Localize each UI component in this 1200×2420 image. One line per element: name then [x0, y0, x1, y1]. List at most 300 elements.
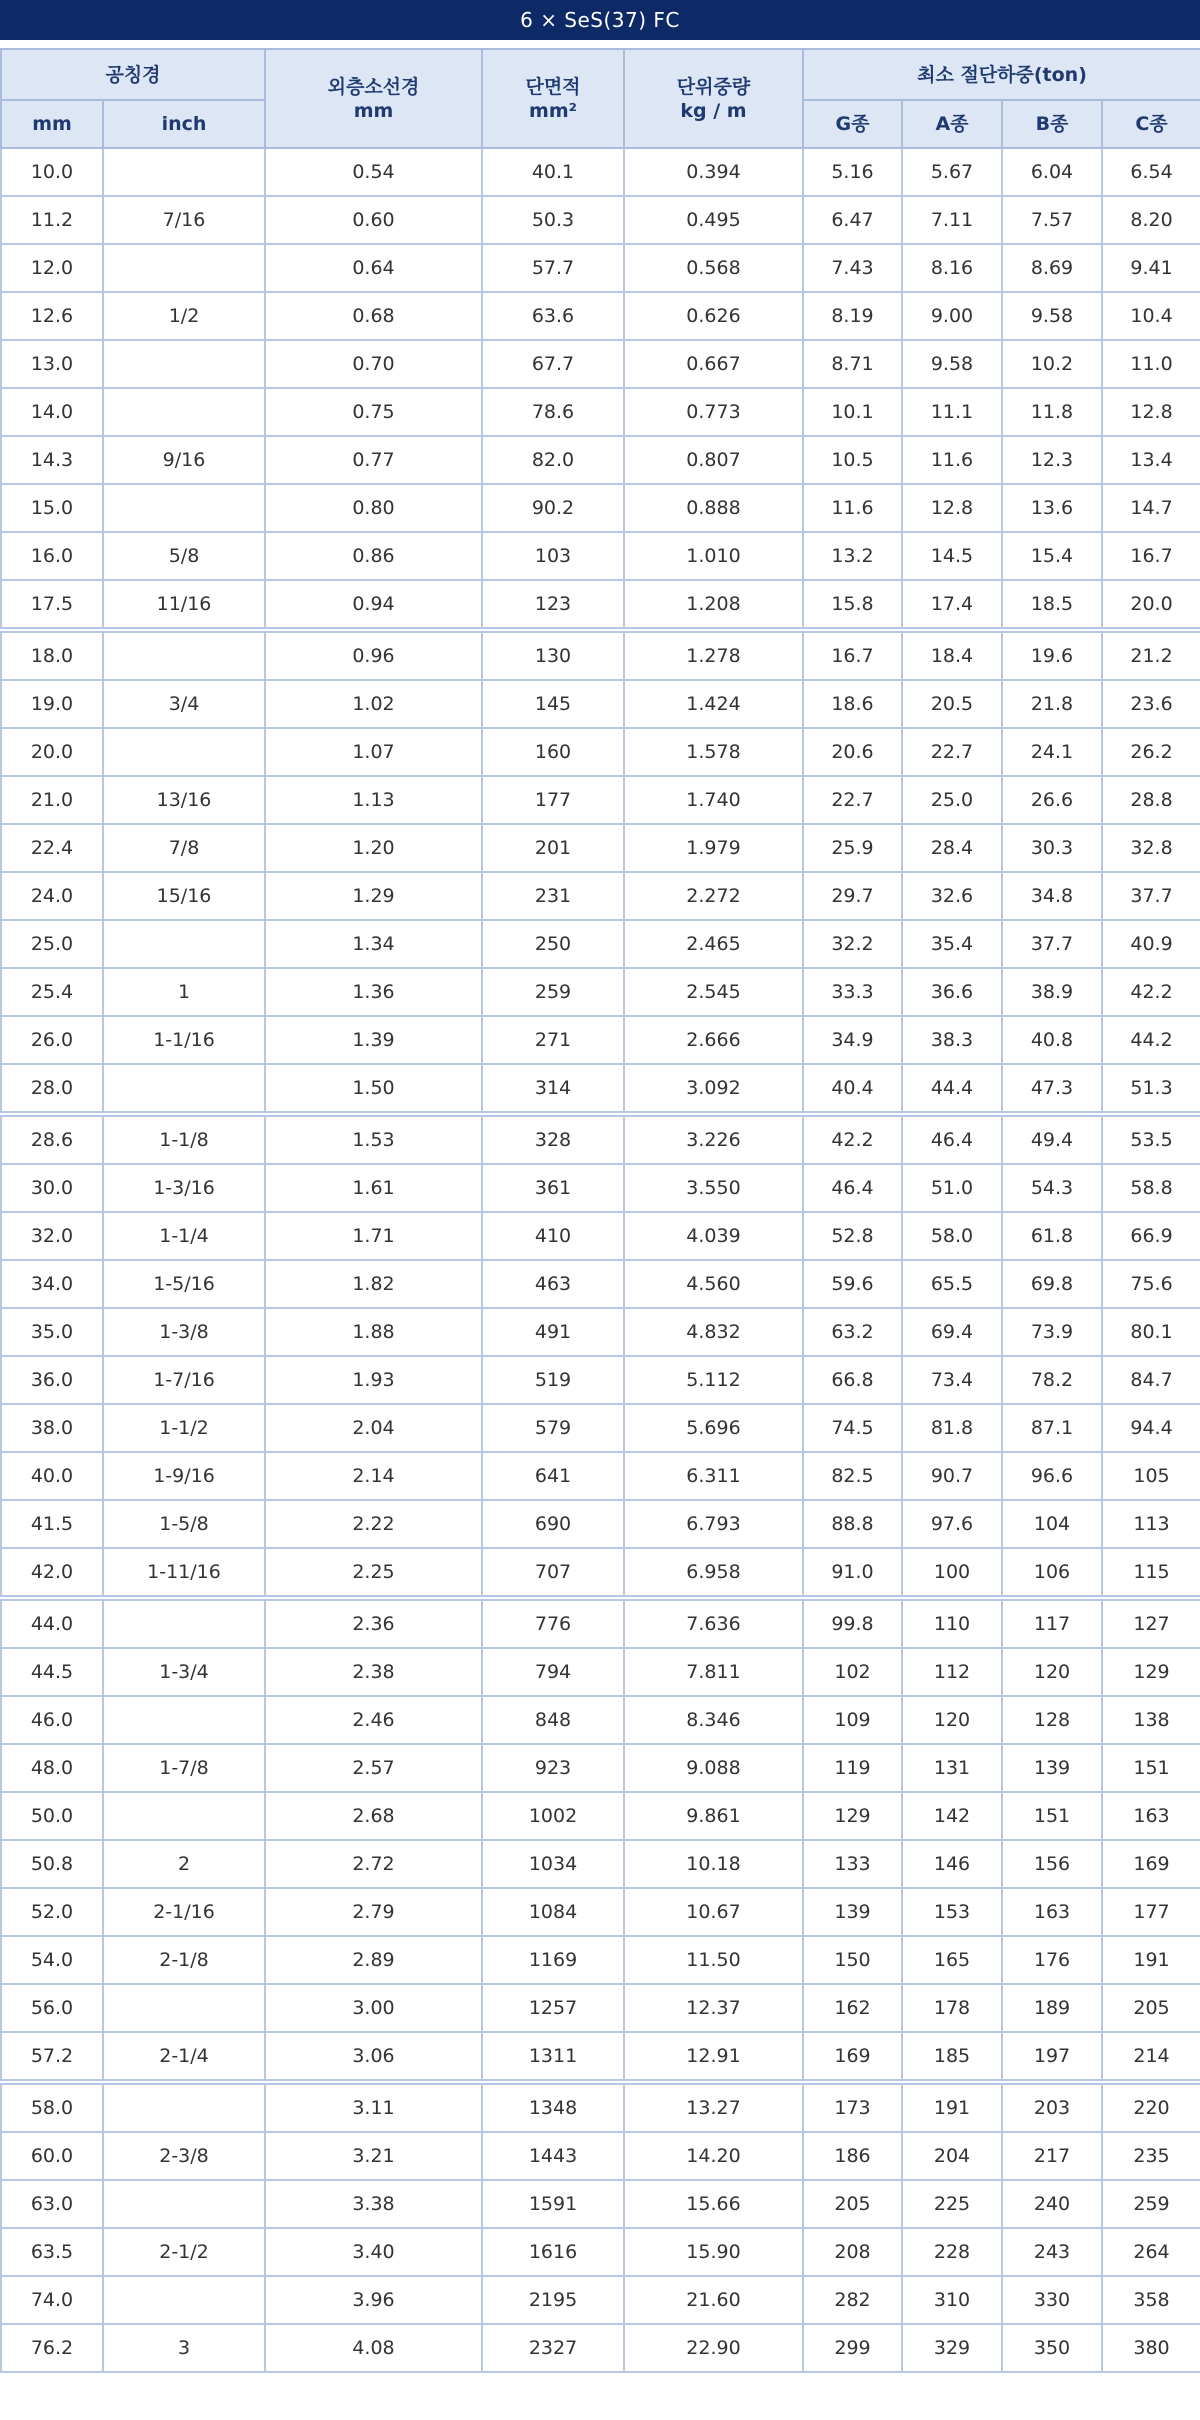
cell-area: 579	[482, 1404, 624, 1452]
cell-grade-b: 10.2	[1002, 340, 1102, 388]
cell-grade-g: 15.8	[803, 580, 902, 630]
cell-grade-b: 6.04	[1002, 148, 1102, 196]
cell-grade-c: 42.2	[1102, 968, 1200, 1016]
cell-mm: 15.0	[1, 484, 103, 532]
header-cross-section	[482, 49, 624, 148]
cell-grade-g: 119	[803, 1744, 902, 1792]
cell-inch: 1-3/16	[103, 1164, 265, 1212]
table-row	[1, 1164, 1200, 1212]
cell-weight: 1.278	[624, 630, 803, 680]
cell-weight: 0.495	[624, 196, 803, 244]
cell-grade-b: 243	[1002, 2228, 1102, 2276]
cell-grade-a: 28.4	[902, 824, 1002, 872]
cell-weight: 12.37	[624, 1984, 803, 2032]
header-area-label: 단면적	[525, 75, 581, 98]
cell-grade-a: 35.4	[902, 920, 1002, 968]
cell-outer-wire: 2.38	[265, 1648, 482, 1696]
cell-weight: 8.346	[624, 1696, 803, 1744]
cell-grade-b: 117	[1002, 1598, 1102, 1648]
cell-grade-c: 53.5	[1102, 1114, 1200, 1164]
cell-area: 160	[482, 728, 624, 776]
cell-grade-b: 120	[1002, 1648, 1102, 1696]
table-row	[1, 1356, 1200, 1404]
cell-mm: 50.8	[1, 1840, 103, 1888]
cell-outer-wire: 1.71	[265, 1212, 482, 1260]
cell-grade-b: 240	[1002, 2180, 1102, 2228]
cell-grade-a: 165	[902, 1936, 1002, 1984]
cell-area: 231	[482, 872, 624, 920]
cell-inch: 1-7/8	[103, 1744, 265, 1792]
cell-grade-b: 156	[1002, 1840, 1102, 1888]
cell-grade-g: 11.6	[803, 484, 902, 532]
cell-grade-c: 264	[1102, 2228, 1200, 2276]
table-row	[1, 1792, 1200, 1840]
cell-grade-c: 44.2	[1102, 1016, 1200, 1064]
cell-grade-a: 191	[902, 2082, 1002, 2132]
cell-grade-c: 138	[1102, 1696, 1200, 1744]
table-row	[1, 1308, 1200, 1356]
cell-grade-b: 203	[1002, 2082, 1102, 2132]
cell-grade-b: 176	[1002, 1936, 1102, 1984]
cell-grade-g: 10.5	[803, 436, 902, 484]
cell-grade-a: 228	[902, 2228, 1002, 2276]
cell-grade-c: 115	[1102, 1548, 1200, 1598]
cell-grade-c: 259	[1102, 2180, 1200, 2228]
cell-mm: 48.0	[1, 1744, 103, 1792]
cell-grade-a: 120	[902, 1696, 1002, 1744]
cell-weight: 1.010	[624, 532, 803, 580]
cell-area: 491	[482, 1308, 624, 1356]
table-row	[1, 1404, 1200, 1452]
cell-weight: 1.740	[624, 776, 803, 824]
cell-grade-c: 28.8	[1102, 776, 1200, 824]
cell-mm: 54.0	[1, 1936, 103, 1984]
header-grade-c: C종	[1102, 100, 1200, 148]
cell-area: 145	[482, 680, 624, 728]
cell-inch	[103, 388, 265, 436]
cell-weight: 21.60	[624, 2276, 803, 2324]
cell-mm: 14.0	[1, 388, 103, 436]
cell-inch	[103, 630, 265, 680]
cell-grade-a: 329	[902, 2324, 1002, 2372]
cell-mm: 57.2	[1, 2032, 103, 2082]
cell-grade-a: 25.0	[902, 776, 1002, 824]
table-row	[1, 1114, 1200, 1164]
table-row	[1, 1840, 1200, 1888]
cell-grade-g: 102	[803, 1648, 902, 1696]
cell-weight: 6.793	[624, 1500, 803, 1548]
cell-grade-c: 32.8	[1102, 824, 1200, 872]
cell-grade-g: 150	[803, 1936, 902, 1984]
cell-grade-a: 225	[902, 2180, 1002, 2228]
cell-area: 1002	[482, 1792, 624, 1840]
cell-grade-a: 58.0	[902, 1212, 1002, 1260]
cell-area: 123	[482, 580, 624, 630]
cell-inch	[103, 1064, 265, 1114]
cell-mm: 18.0	[1, 630, 103, 680]
cell-grade-g: 20.6	[803, 728, 902, 776]
cell-grade-g: 52.8	[803, 1212, 902, 1260]
cell-grade-b: 69.8	[1002, 1260, 1102, 1308]
cell-grade-a: 146	[902, 1840, 1002, 1888]
cell-mm: 14.3	[1, 436, 103, 484]
table-row	[1, 680, 1200, 728]
cell-grade-c: 358	[1102, 2276, 1200, 2324]
cell-grade-c: 169	[1102, 1840, 1200, 1888]
cell-grade-a: 73.4	[902, 1356, 1002, 1404]
cell-grade-b: 40.8	[1002, 1016, 1102, 1064]
cell-inch: 1-1/2	[103, 1404, 265, 1452]
cell-mm: 17.5	[1, 580, 103, 630]
cell-grade-g: 109	[803, 1696, 902, 1744]
cell-outer-wire: 3.11	[265, 2082, 482, 2132]
table-row	[1, 1064, 1200, 1114]
cell-mm: 58.0	[1, 2082, 103, 2132]
table-row	[1, 1548, 1200, 1598]
cell-grade-g: 29.7	[803, 872, 902, 920]
cell-inch	[103, 340, 265, 388]
cell-grade-c: 151	[1102, 1744, 1200, 1792]
cell-area: 1616	[482, 2228, 624, 2276]
cell-weight: 15.90	[624, 2228, 803, 2276]
cell-grade-a: 204	[902, 2132, 1002, 2180]
cell-inch	[103, 1792, 265, 1840]
cell-mm: 11.2	[1, 196, 103, 244]
cell-area: 314	[482, 1064, 624, 1114]
cell-weight: 22.90	[624, 2324, 803, 2372]
cell-grade-g: 63.2	[803, 1308, 902, 1356]
cell-outer-wire: 0.80	[265, 484, 482, 532]
table-body	[1, 148, 1200, 2372]
table-row	[1, 1696, 1200, 1744]
cell-inch: 7/8	[103, 824, 265, 872]
cell-mm: 34.0	[1, 1260, 103, 1308]
cell-mm: 25.4	[1, 968, 103, 1016]
cell-grade-b: 12.3	[1002, 436, 1102, 484]
cell-grade-g: 22.7	[803, 776, 902, 824]
cell-grade-g: 133	[803, 1840, 902, 1888]
cell-grade-c: 105	[1102, 1452, 1200, 1500]
cell-weight: 2.272	[624, 872, 803, 920]
wire-rope-spec-table	[0, 48, 1200, 2373]
header-grade-b: B종	[1002, 100, 1102, 148]
cell-mm: 50.0	[1, 1792, 103, 1840]
table-row	[1, 484, 1200, 532]
cell-area: 328	[482, 1114, 624, 1164]
cell-outer-wire: 2.57	[265, 1744, 482, 1792]
cell-grade-c: 214	[1102, 2032, 1200, 2082]
cell-grade-c: 23.6	[1102, 680, 1200, 728]
cell-grade-b: 21.8	[1002, 680, 1102, 728]
cell-grade-g: 186	[803, 2132, 902, 2180]
cell-area: 1169	[482, 1936, 624, 1984]
cell-grade-g: 40.4	[803, 1064, 902, 1114]
cell-outer-wire: 3.38	[265, 2180, 482, 2228]
cell-weight: 0.667	[624, 340, 803, 388]
cell-outer-wire: 1.82	[265, 1260, 482, 1308]
cell-inch: 13/16	[103, 776, 265, 824]
table-row	[1, 1648, 1200, 1696]
header-weight-unit: kg / m	[680, 99, 747, 122]
cell-grade-a: 36.6	[902, 968, 1002, 1016]
cell-grade-c: 9.41	[1102, 244, 1200, 292]
cell-weight: 1.424	[624, 680, 803, 728]
cell-grade-b: 54.3	[1002, 1164, 1102, 1212]
cell-grade-g: 16.7	[803, 630, 902, 680]
cell-mm: 63.0	[1, 2180, 103, 2228]
cell-grade-b: 8.69	[1002, 244, 1102, 292]
table-row	[1, 2032, 1200, 2082]
cell-area: 201	[482, 824, 624, 872]
cell-grade-c: 75.6	[1102, 1260, 1200, 1308]
cell-area: 271	[482, 1016, 624, 1064]
cell-grade-b: 18.5	[1002, 580, 1102, 630]
cell-grade-b: 9.58	[1002, 292, 1102, 340]
cell-mm: 74.0	[1, 2276, 103, 2324]
cell-grade-a: 18.4	[902, 630, 1002, 680]
cell-area: 177	[482, 776, 624, 824]
cell-weight: 2.465	[624, 920, 803, 968]
cell-mm: 42.0	[1, 1548, 103, 1598]
cell-inch: 2-1/4	[103, 2032, 265, 2082]
cell-inch	[103, 728, 265, 776]
cell-grade-c: 13.4	[1102, 436, 1200, 484]
cell-inch: 7/16	[103, 196, 265, 244]
cell-area: 848	[482, 1696, 624, 1744]
cell-weight: 2.545	[624, 968, 803, 1016]
cell-grade-c: 80.1	[1102, 1308, 1200, 1356]
cell-weight: 6.958	[624, 1548, 803, 1598]
cell-grade-c: 220	[1102, 2082, 1200, 2132]
cell-outer-wire: 2.25	[265, 1548, 482, 1598]
cell-grade-c: 66.9	[1102, 1212, 1200, 1260]
table-row	[1, 1260, 1200, 1308]
cell-grade-b: 73.9	[1002, 1308, 1102, 1356]
cell-grade-c: 10.4	[1102, 292, 1200, 340]
cell-area: 130	[482, 630, 624, 680]
cell-grade-b: 7.57	[1002, 196, 1102, 244]
cell-outer-wire: 1.20	[265, 824, 482, 872]
cell-grade-a: 153	[902, 1888, 1002, 1936]
cell-inch: 15/16	[103, 872, 265, 920]
cell-grade-g: 18.6	[803, 680, 902, 728]
cell-outer-wire: 0.75	[265, 388, 482, 436]
cell-outer-wire: 1.39	[265, 1016, 482, 1064]
table-row	[1, 824, 1200, 872]
cell-grade-b: 163	[1002, 1888, 1102, 1936]
cell-grade-b: 61.8	[1002, 1212, 1102, 1260]
cell-area: 410	[482, 1212, 624, 1260]
cell-inch	[103, 2276, 265, 2324]
cell-weight: 1.979	[624, 824, 803, 872]
cell-outer-wire: 2.14	[265, 1452, 482, 1500]
cell-grade-b: 151	[1002, 1792, 1102, 1840]
cell-grade-b: 37.7	[1002, 920, 1102, 968]
cell-grade-c: 129	[1102, 1648, 1200, 1696]
cell-grade-b: 19.6	[1002, 630, 1102, 680]
header-inch: inch	[103, 100, 265, 148]
cell-area: 707	[482, 1548, 624, 1598]
cell-grade-c: 16.7	[1102, 532, 1200, 580]
cell-inch: 1-11/16	[103, 1548, 265, 1598]
table-row	[1, 872, 1200, 920]
cell-weight: 4.832	[624, 1308, 803, 1356]
cell-grade-b: 189	[1002, 1984, 1102, 2032]
cell-mm: 46.0	[1, 1696, 103, 1744]
cell-grade-c: 127	[1102, 1598, 1200, 1648]
cell-grade-a: 32.6	[902, 872, 1002, 920]
cell-grade-c: 380	[1102, 2324, 1200, 2372]
cell-inch	[103, 148, 265, 196]
cell-grade-c: 40.9	[1102, 920, 1200, 968]
cell-mm: 19.0	[1, 680, 103, 728]
cell-outer-wire: 0.54	[265, 148, 482, 196]
cell-outer-wire: 1.07	[265, 728, 482, 776]
cell-mm: 28.0	[1, 1064, 103, 1114]
cell-weight: 3.092	[624, 1064, 803, 1114]
table-row	[1, 436, 1200, 484]
cell-inch: 1-3/8	[103, 1308, 265, 1356]
cell-grade-b: 330	[1002, 2276, 1102, 2324]
cell-grade-g: 173	[803, 2082, 902, 2132]
cell-inch: 2-1/16	[103, 1888, 265, 1936]
cell-outer-wire: 0.60	[265, 196, 482, 244]
cell-grade-c: 8.20	[1102, 196, 1200, 244]
cell-weight: 15.66	[624, 2180, 803, 2228]
cell-grade-c: 14.7	[1102, 484, 1200, 532]
cell-weight: 0.568	[624, 244, 803, 292]
cell-area: 40.1	[482, 148, 624, 196]
cell-inch: 3/4	[103, 680, 265, 728]
cell-weight: 11.50	[624, 1936, 803, 1984]
cell-grade-b: 15.4	[1002, 532, 1102, 580]
cell-grade-g: 205	[803, 2180, 902, 2228]
cell-area: 1591	[482, 2180, 624, 2228]
cell-inch: 1-9/16	[103, 1452, 265, 1500]
table-header	[1, 49, 1200, 148]
table-row	[1, 920, 1200, 968]
cell-inch	[103, 2180, 265, 2228]
cell-grade-b: 350	[1002, 2324, 1102, 2372]
cell-grade-a: 11.6	[902, 436, 1002, 484]
cell-grade-c: 51.3	[1102, 1064, 1200, 1114]
cell-outer-wire: 3.00	[265, 1984, 482, 2032]
cell-grade-g: 7.43	[803, 244, 902, 292]
cell-inch: 1-5/16	[103, 1260, 265, 1308]
cell-inch: 3	[103, 2324, 265, 2372]
cell-grade-c: 94.4	[1102, 1404, 1200, 1452]
cell-mm: 21.0	[1, 776, 103, 824]
table-row	[1, 2276, 1200, 2324]
cell-grade-a: 11.1	[902, 388, 1002, 436]
cell-grade-a: 69.4	[902, 1308, 1002, 1356]
cell-inch: 2-1/2	[103, 2228, 265, 2276]
cell-inch: 11/16	[103, 580, 265, 630]
cell-inch: 1	[103, 968, 265, 1016]
cell-mm: 32.0	[1, 1212, 103, 1260]
cell-outer-wire: 2.72	[265, 1840, 482, 1888]
cell-weight: 0.807	[624, 436, 803, 484]
cell-weight: 3.550	[624, 1164, 803, 1212]
cell-weight: 7.636	[624, 1598, 803, 1648]
header-weight-label: 단위중량	[676, 75, 751, 98]
cell-grade-g: 208	[803, 2228, 902, 2276]
cell-mm: 12.0	[1, 244, 103, 292]
cell-grade-g: 59.6	[803, 1260, 902, 1308]
table-row	[1, 148, 1200, 196]
cell-grade-a: 65.5	[902, 1260, 1002, 1308]
cell-grade-b: 87.1	[1002, 1404, 1102, 1452]
cell-grade-b: 11.8	[1002, 388, 1102, 436]
table-row	[1, 580, 1200, 630]
cell-area: 794	[482, 1648, 624, 1696]
cell-grade-a: 46.4	[902, 1114, 1002, 1164]
cell-inch	[103, 484, 265, 532]
table-row	[1, 1016, 1200, 1064]
cell-area: 690	[482, 1500, 624, 1548]
cell-mm: 63.5	[1, 2228, 103, 2276]
cell-grade-g: 82.5	[803, 1452, 902, 1500]
cell-inch: 1-1/16	[103, 1016, 265, 1064]
cell-outer-wire: 1.88	[265, 1308, 482, 1356]
header-unit-weight	[624, 49, 803, 148]
cell-weight: 0.626	[624, 292, 803, 340]
cell-inch	[103, 2082, 265, 2132]
cell-grade-a: 131	[902, 1744, 1002, 1792]
cell-weight: 4.560	[624, 1260, 803, 1308]
table-row	[1, 1888, 1200, 1936]
cell-weight: 5.112	[624, 1356, 803, 1404]
cell-inch: 1-1/8	[103, 1114, 265, 1164]
cell-grade-g: 169	[803, 2032, 902, 2082]
cell-grade-a: 100	[902, 1548, 1002, 1598]
cell-weight: 5.696	[624, 1404, 803, 1452]
cell-grade-a: 9.00	[902, 292, 1002, 340]
cell-weight: 2.666	[624, 1016, 803, 1064]
cell-mm: 16.0	[1, 532, 103, 580]
cell-inch	[103, 1696, 265, 1744]
header-min-breaking-load: 최소 절단하중(ton)	[803, 49, 1200, 100]
table-row	[1, 532, 1200, 580]
cell-grade-b: 217	[1002, 2132, 1102, 2180]
cell-grade-b: 24.1	[1002, 728, 1102, 776]
table-row	[1, 1452, 1200, 1500]
cell-area: 1034	[482, 1840, 624, 1888]
cell-grade-b: 49.4	[1002, 1114, 1102, 1164]
header-outer-wire-diameter	[265, 49, 482, 148]
cell-grade-a: 9.58	[902, 340, 1002, 388]
cell-weight: 10.18	[624, 1840, 803, 1888]
cell-area: 776	[482, 1598, 624, 1648]
cell-outer-wire: 0.68	[265, 292, 482, 340]
cell-outer-wire: 0.94	[265, 580, 482, 630]
cell-weight: 1.578	[624, 728, 803, 776]
cell-grade-g: 299	[803, 2324, 902, 2372]
cell-outer-wire: 2.79	[265, 1888, 482, 1936]
cell-grade-g: 8.19	[803, 292, 902, 340]
cell-grade-c: 235	[1102, 2132, 1200, 2180]
cell-grade-c: 113	[1102, 1500, 1200, 1548]
cell-inch: 5/8	[103, 532, 265, 580]
cell-area: 2195	[482, 2276, 624, 2324]
cell-weight: 6.311	[624, 1452, 803, 1500]
cell-grade-b: 139	[1002, 1744, 1102, 1792]
cell-grade-c: 26.2	[1102, 728, 1200, 776]
cell-area: 361	[482, 1164, 624, 1212]
table-row	[1, 1500, 1200, 1548]
cell-grade-a: 14.5	[902, 532, 1002, 580]
cell-inch: 2-3/8	[103, 2132, 265, 2180]
